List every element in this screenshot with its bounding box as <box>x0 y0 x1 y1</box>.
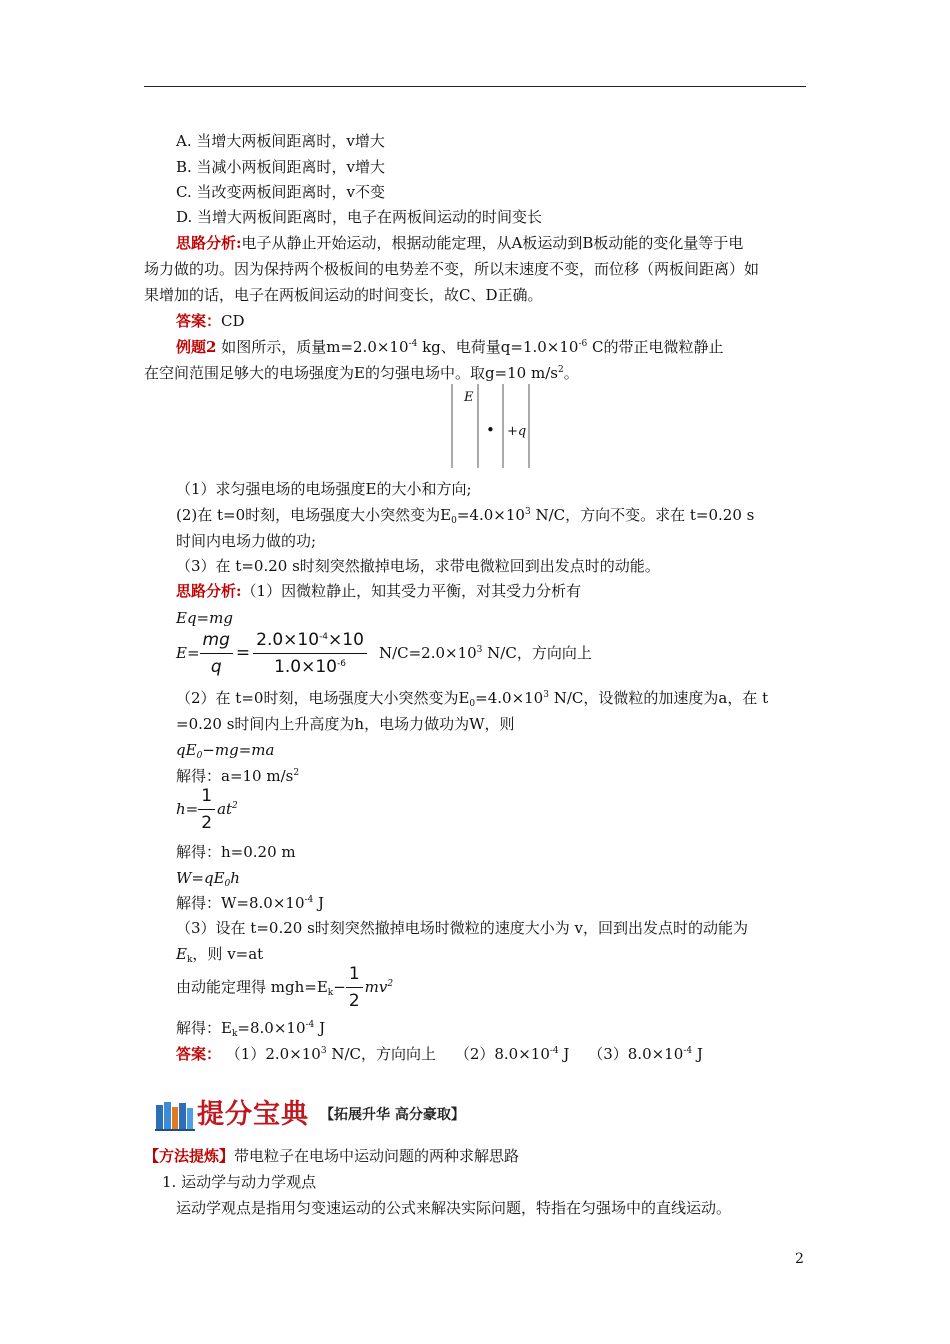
eq-lhs: E= <box>176 644 200 662</box>
eq-newton: $qE_0-mg=ma$ <box>176 741 275 761</box>
ex2-analysis-3-line1: （3）设在 t=0.20 s时刻突然撤掉电场时微粒的速度大小为 v，回到出发点时的动能为 <box>176 919 749 937</box>
page-number: 2 <box>795 1251 804 1267</box>
ex2-analysis-2-line1: （2）在 t=0时刻，电场强度大小突然变为$E_0=4.0\times 10^3$ N/C，设微粒的加速度为a，在 t <box>176 689 769 709</box>
ex2-stem-line1 <box>176 337 723 357</box>
q2-exp: 3 <box>524 507 531 517</box>
figure-label-q: +q <box>507 424 527 439</box>
fraction-numerator: mg <box>200 629 233 654</box>
eq-rhs: $N/C=2.0\times 10^3$ N/C，方向向上 <box>378 644 592 662</box>
eq-lhs: 由动能定理得 $mgh=E_k-$ <box>176 978 346 998</box>
method-label: 【方法提炼】 <box>144 1147 235 1165</box>
fraction-half <box>346 963 363 1012</box>
stem-exp: -4 <box>408 339 418 349</box>
figure-label-e: E <box>464 390 474 405</box>
ex1-analysis-line1 <box>176 233 743 253</box>
stem-text: 如图所示，质量m=2.0×10 <box>221 338 409 356</box>
eq-h <box>176 786 238 832</box>
stem-text: 。 <box>563 364 579 382</box>
ex1-analysis-line3: 果增加的话，电子在两板间运动的时间变长，故C、D正确。 <box>144 286 543 304</box>
answer-2: $(2)8.0\times 10^{-4}$ J <box>454 1045 570 1063</box>
ex2-stem-line2 <box>144 363 579 383</box>
eq-rhs: $mv^2$ <box>364 978 394 996</box>
fraction-denominator: 2 <box>348 990 360 1011</box>
fraction-numerator: 1 <box>198 785 215 810</box>
eq-kinetic-energy <box>176 964 393 1010</box>
eq-e-fraction <box>176 630 592 676</box>
analysis-text: 电子从静止开始运动，根据动能定理，从A板运动到B板动能的变化量等于电 <box>241 234 744 252</box>
eq-work: $W=qE_0h$ <box>176 869 240 889</box>
analysis-label: 思路分析: <box>176 582 242 600</box>
option-a: A. 当增大两板间距离时，v增大 <box>176 132 385 150</box>
eq-rhs: $at^2$ <box>217 800 238 818</box>
q2-sub: 0 <box>451 516 457 526</box>
answer-label: 答案： <box>176 312 222 330</box>
solution-h: 解得：h=0.20 m <box>176 843 296 861</box>
fraction-half <box>198 785 215 834</box>
option-b: B. 当减小两板间距离时，v增大 <box>176 158 386 176</box>
fraction-denominator: $1.0\times 10^{-6}$ <box>274 656 346 677</box>
eq-eq-mg: Eq=mg <box>176 609 233 627</box>
ex1-analysis-line2: 场力做的功。因为保持两个极板间的电势差不变，所以末速度不变，而位移（两板间距离）如 <box>144 260 760 278</box>
header-rule <box>144 86 806 87</box>
ex2-analysis-line1 <box>176 581 581 601</box>
banner-subtitle: 【拓展升华 高分豪取】 <box>320 1107 465 1123</box>
ex2-question-2-line2: 时间内电场力做的功; <box>176 532 317 550</box>
fraction-denominator: 2 <box>201 812 213 833</box>
eq-lhs: h= <box>176 800 199 818</box>
ex2-analysis-2-line2: =0.20 s时间内上升高度为h，电场力做功为W，则 <box>176 715 515 733</box>
analysis-label: 思路分析: <box>176 234 242 252</box>
analysis-text: （1）因微粒静止，知其受力平衡，对其受力分析有 <box>241 582 582 600</box>
charge-dot: • <box>486 421 495 439</box>
answer-value: CD <box>221 312 245 330</box>
q2-text: N/C，方向不变。求在 t=0.20 s <box>530 506 755 524</box>
solution-ek: 解得：$E_k=8.0\times 10^{-4}$ J <box>176 1019 326 1039</box>
ex2-analysis-3-line2: $E_k$，则 v=at <box>176 945 264 965</box>
fraction-mg-q <box>200 629 233 678</box>
method-item-1: 1. 运动学与动力学观点 <box>162 1173 317 1191</box>
answer-label: 答案： <box>176 1045 222 1063</box>
option-c: C. 当改变两板间距离时，v不变 <box>176 183 385 201</box>
stem-exp: -6 <box>578 339 588 349</box>
eq-equals: = <box>235 643 251 663</box>
q2-text: (2)在 t=0时刻，电场强度大小突然变为E <box>176 506 452 524</box>
ex2-question-3: （3）在 t=0.20 s时刻突然撤掉电场，求带电微粒回到出发点时的动能。 <box>176 557 660 575</box>
method-title: 带电粒子在电场中运动问题的两种求解思路 <box>234 1147 520 1165</box>
ex1-answer <box>176 311 245 331</box>
solution-a: 解得：a=10 $m/s^2$ <box>176 767 300 785</box>
stem-text: kg、电荷量q=1.0×10 <box>417 338 579 356</box>
stem-text: C的带正电微粒静止 <box>587 338 724 356</box>
ex2-question-1: （1）求匀强电场的电场强度E的大小和方向; <box>176 480 472 498</box>
section-banner <box>155 1097 525 1133</box>
ex2-answer <box>176 1044 703 1064</box>
fraction-denominator: q <box>210 656 222 677</box>
books-icon <box>155 1099 195 1131</box>
example-label: 例题2 <box>176 338 217 356</box>
stem-exp: 2 <box>557 365 564 375</box>
solution-w: 解得：$W=8.0\times 10^{-4}$ J <box>176 894 325 912</box>
answer-3: $(3)8.0\times 10^{-4}$ J <box>588 1045 703 1063</box>
option-d: D. 当增大两板间距离时，电子在两板间运动的时间变长 <box>176 208 543 226</box>
stem-text: 在空间范围足够大的电场强度为E的匀强电场中。取g=10 m/s <box>144 364 558 382</box>
ex2-question-2-line1 <box>176 505 754 525</box>
q2-text: =4.0×10 <box>456 506 525 524</box>
method-heading <box>144 1146 519 1166</box>
answer-1: $(1)2.0\times 10^3$ N/C，方向向上 <box>225 1045 437 1063</box>
method-item-1-desc: 运动学观点是指用匀变速运动的公式来解决实际问题，特指在匀强场中的直线运动。 <box>176 1199 732 1217</box>
banner-title: 提分宝典 <box>197 1099 309 1130</box>
fraction-numerator: 1 <box>346 963 363 988</box>
fraction-values <box>253 629 367 678</box>
fraction-numerator: $2.0\times 10^{-4}\times 10$ <box>253 629 367 654</box>
